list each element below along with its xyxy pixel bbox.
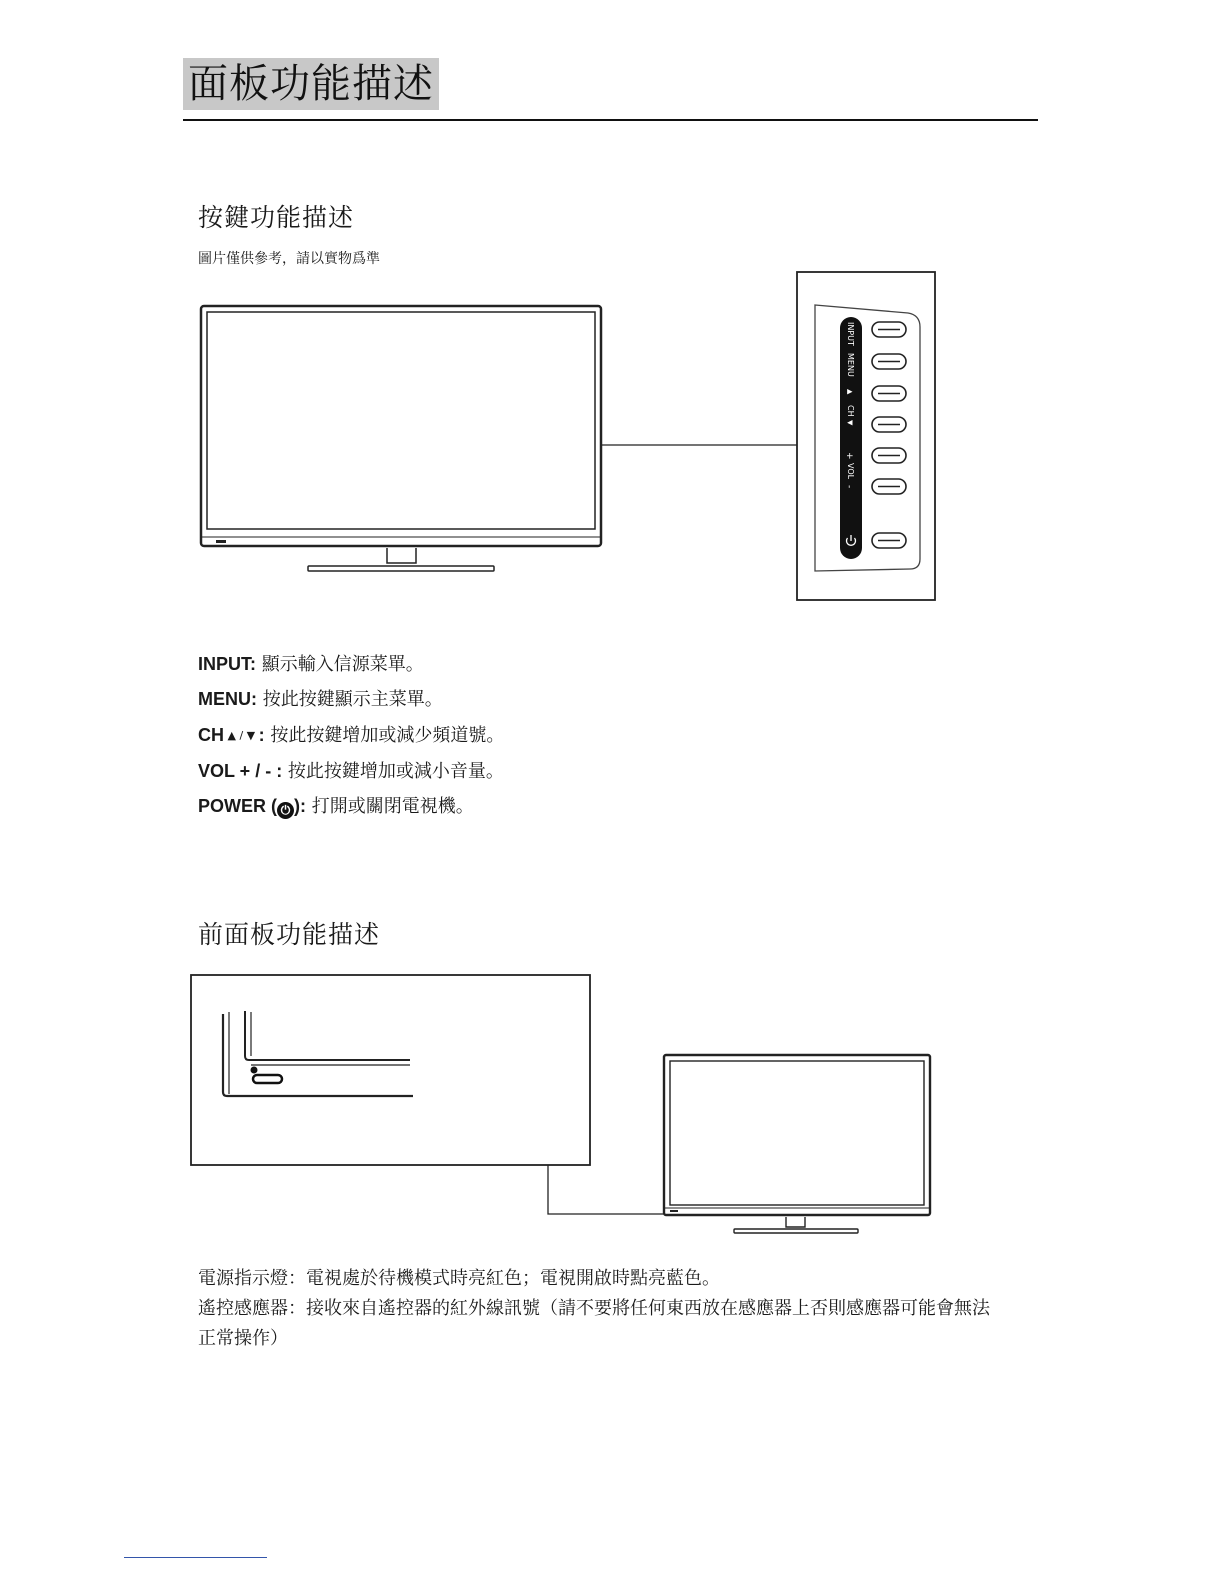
tv-side-buttons-illustration [190, 265, 950, 610]
desc-vol [198, 759, 504, 783]
tv-front-panel-illustration [185, 968, 945, 1238]
panel-label-ch-up: ▲ [846, 389, 854, 395]
front-panel-zoom-callout [191, 975, 590, 1165]
front-desc-sensor: 遙控感應器：接收來自遙控器的紅外線訊號（請不要將任何東西放在感應器上否則感應器可能會無法 [198, 1298, 990, 1319]
side-panel-heading: 按鍵功能描述 [198, 203, 355, 232]
panel-label-vol: VOL [846, 463, 855, 480]
front-panel-heading: 前面板功能描述 [198, 920, 381, 949]
image-reference-note: 圖片僅供參考，請以實物爲準 [198, 251, 380, 267]
desc-vol-key: VOL + / - : [198, 761, 283, 781]
front-desc-indicator: 電源指示燈：電視處於待機模式時亮紅色；電視開啟時點亮藍色。 [198, 1268, 720, 1289]
tv-front-illustration [664, 1055, 930, 1233]
power-indicator-led [251, 1067, 258, 1074]
desc-ch [198, 723, 504, 747]
panel-label-vol-plus: + [844, 452, 854, 460]
page-title: 面板功能描述 [183, 58, 439, 110]
panel-label-menu: MENU [846, 353, 855, 377]
desc-ch-colon: : [258, 725, 265, 745]
desc-menu-key: MENU: [198, 689, 257, 709]
desc-ch-arrows: ▲ / ▼ [224, 729, 259, 742]
panel-label-vol-minus: - [844, 485, 854, 489]
desc-power-close: ): [294, 796, 306, 816]
desc-power-text: 打開或關閉電視機。 [306, 796, 474, 817]
desc-ch-key: CH [198, 725, 224, 745]
desc-power [198, 794, 474, 818]
desc-power-key: POWER ( [198, 796, 277, 816]
tv-illustration [201, 306, 601, 571]
footer-rule [124, 1557, 267, 1558]
desc-input-text: 顯示輸入信源菜單。 [256, 654, 424, 675]
desc-input [198, 652, 424, 676]
desc-menu [198, 687, 443, 711]
panel-label-ch-down: ▼ [846, 420, 854, 426]
side-panel-callout [797, 272, 935, 600]
desc-input-key: INPUT: [198, 654, 256, 674]
desc-menu-text: 按此按鍵顯示主菜單。 [257, 689, 443, 710]
power-icon: ⏻ [277, 802, 294, 819]
desc-ch-text: 按此按鍵增加或減少頻道號。 [264, 725, 505, 746]
panel-label-input: INPUT [846, 322, 855, 346]
title-divider [183, 119, 1038, 121]
desc-vol-text: 按此按鍵增加或減小音量。 [282, 761, 504, 782]
front-desc-sensor-cont: 正常操作） [198, 1328, 288, 1349]
panel-label-ch: CH [846, 405, 855, 417]
